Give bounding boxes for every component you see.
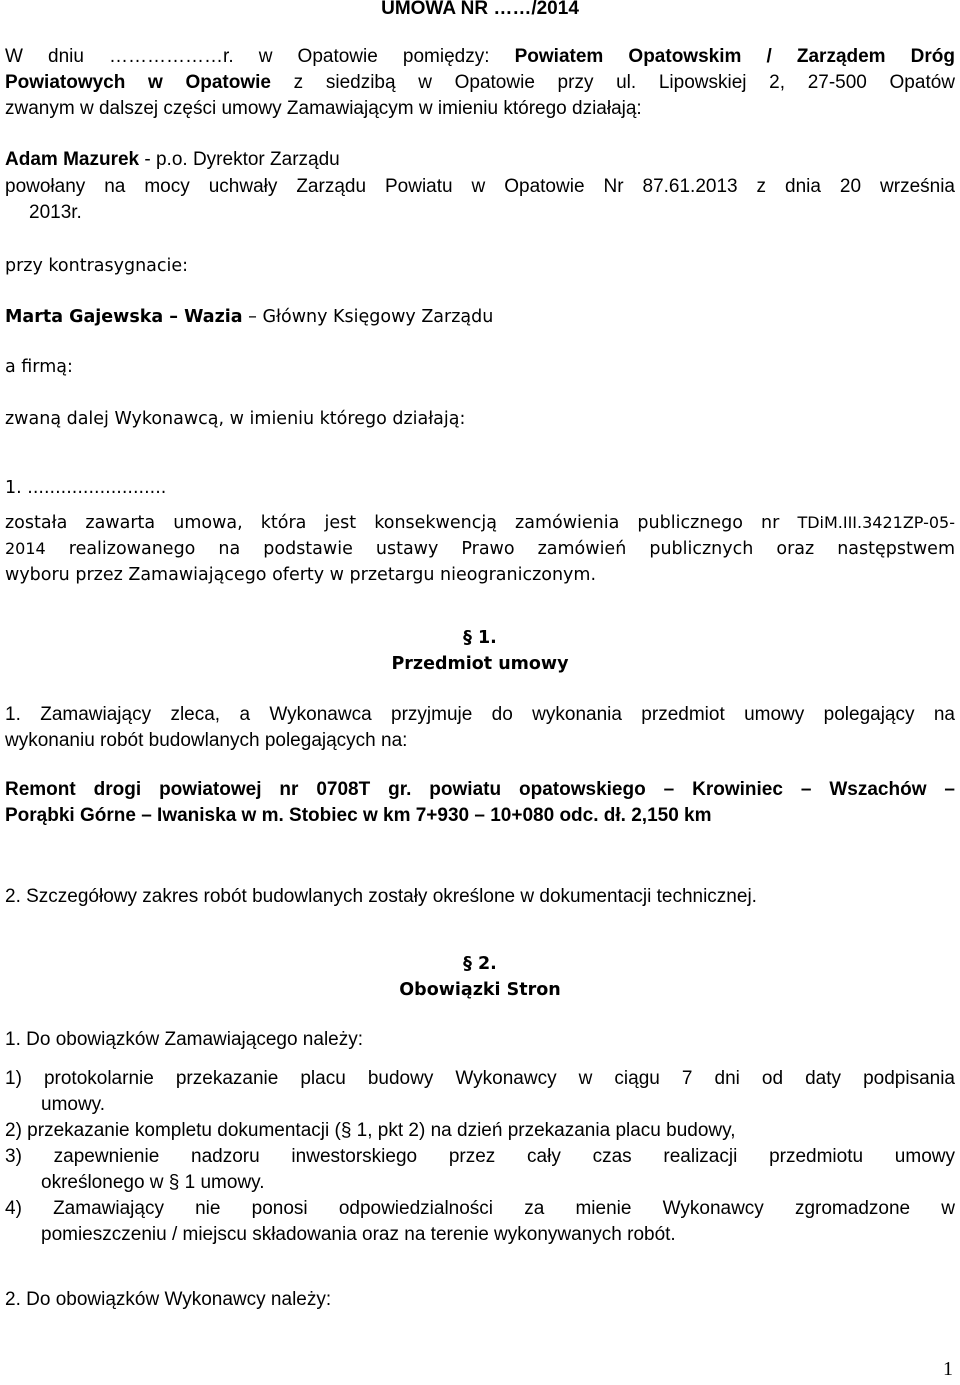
- conclusion-text: została zawarta umowa, która jest konsekwencją zamówienia publicznego nr: [5, 513, 798, 533]
- representative-role: - p.o. Dyrektor Zarządu: [139, 149, 340, 170]
- order-reference: TDiM.III.3421ZP-05-: [797, 513, 955, 532]
- contractor-called-label: zwaną dalej Wykonawcą, w imieniu którego działają:: [5, 409, 466, 429]
- document-title: UMOWA NR ……/2014: [381, 0, 579, 19]
- section-1-title: Przedmiot umowy: [391, 654, 569, 674]
- party-name-bold: Powiatem Opatowskim / Zarządem Dróg: [514, 46, 956, 67]
- order-reference-year: 2014: [5, 539, 46, 558]
- intro-line-1: [5, 45, 955, 69]
- obligation-3-line-2: określonego w § 1 umowy.: [41, 1172, 265, 1193]
- intro-date-text: W dniu ………………r. w Opatowie pomiędzy:: [5, 46, 515, 67]
- contractor-item-1: 1. .........................: [5, 478, 167, 498]
- section-2-title: Obowiązki Stron: [399, 980, 561, 1000]
- section-2-sub-2: 2. Do obowiązków Wykonawcy należy:: [5, 1289, 332, 1310]
- work-title-line-1: Remont drogi powiatowej nr 0708T gr. powiatu opatowskiego – Krowiniec – Wszachów –: [5, 779, 955, 800]
- countersign-name: Marta Gajewska – Wazia: [5, 307, 243, 327]
- firm-label: a firmą:: [5, 357, 73, 377]
- intro-line-3: zwanym w dalszej części umowy Zamawiającym w imieniu którego działają:: [5, 98, 642, 119]
- conclusion-line-3: wyboru przez Zamawiającego oferty w przetargu nieograniczonym.: [5, 565, 597, 585]
- countersign-label: przy kontrasygnacie:: [5, 256, 189, 276]
- work-title-line-2: Porąbki Górne – Iwaniska w m. Stobiec w km 7+930 – 10+080 odc. dł. 2,150 km: [5, 805, 712, 826]
- obligation-4-line-2: pomieszczeniu / miejscu składowania oraz na terenie wykonywanych robót.: [41, 1224, 676, 1245]
- representative-line: [5, 148, 955, 172]
- representative-basis-2: 2013r.: [29, 202, 82, 223]
- countersign-line: [5, 305, 955, 329]
- section-1-number: § 1.: [463, 628, 497, 648]
- conclusion-line-2: [5, 537, 955, 561]
- section-2-sub-1: 1. Do obowiązków Zamawiającego należy:: [5, 1029, 364, 1050]
- obligation-1-line-1: 1) protokolarnie przekazanie placu budowy Wykonawcy w ciągu 7 dni od daty podpisania: [5, 1068, 955, 1089]
- party-address: z siedzibą w Opatowie przy ul. Lipowskiej 2, 27-500 Opatów: [271, 72, 956, 93]
- party-name-bold-cont: Powiatowych w Opatowie: [5, 72, 271, 93]
- representative-name: Adam Mazurek: [5, 149, 140, 170]
- intro-line-2: [5, 71, 955, 95]
- section-1-p2: 2. Szczegółowy zakres robót budowlanych zostały określone w dokumentacji technicznej.: [5, 886, 757, 907]
- representative-basis-1: powołany na mocy uchwały Zarządu Powiatu w Opatowie Nr 87.61.2013 z dnia 20 września: [5, 176, 955, 197]
- obligation-2: 2) przekazanie kompletu dokumentacji (§ 1, pkt 2) na dzień przekazania placu budowy,: [5, 1120, 736, 1141]
- obligation-1-line-2: umowy.: [41, 1094, 106, 1115]
- section-1-p1-line-2: wykonaniu robót budowlanych polegających na:: [5, 730, 408, 751]
- conclusion-text-2: realizowanego na podstawie ustawy Prawo zamówień publicznych oraz następstwem: [45, 539, 955, 559]
- page-number: 1: [943, 1358, 953, 1380]
- countersign-role: – Główny Księgowy Zarządu: [242, 307, 494, 327]
- obligation-3-line-1: 3) zapewnienie nadzoru inwestorskiego przez cały czas realizacji przedmiotu umowy: [5, 1146, 955, 1167]
- obligation-4-line-1: 4) Zamawiający nie ponosi odpowiedzialności za mienie Wykonawcy zgromadzone w: [5, 1198, 955, 1219]
- conclusion-line-1: [5, 511, 955, 535]
- section-2-number: § 2.: [463, 954, 497, 974]
- section-1-p1-line-1: 1. Zamawiający zleca, a Wykonawca przyjmuje do wykonania przedmiot umowy polegający na: [5, 704, 955, 725]
